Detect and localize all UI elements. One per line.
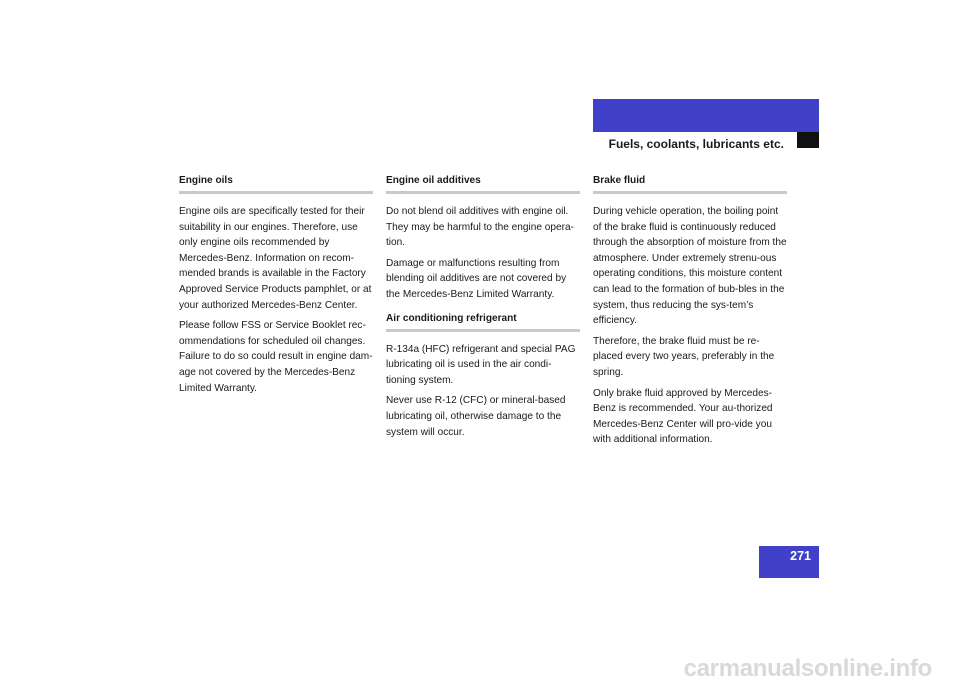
column-3 bbox=[593, 174, 787, 448]
paragraph: Engine oils are specifically tested for their suitability in our engines. Therefore, use only engine oils recommended by Mercedes-Benz. Information on recom-mended brands is available in the Factory Approved Service Products pamphlet, or at your authorized Mercedes-Benz Center. bbox=[179, 206, 372, 311]
paragraph: Please follow FSS or Service Booklet rec-ommendations for scheduled oil changes. Failure to do so could result in engine dam-age not covered by the Mercedes-Benz Limited Warranty. bbox=[179, 320, 373, 394]
paragraph: Damage or malfunctions resulting from blending oil additives are not covered by the Mercedes-Benz Limited Warranty. bbox=[386, 257, 567, 300]
heading-engine-oil-additives: Engine oil additives bbox=[386, 174, 580, 194]
header-marker bbox=[797, 132, 819, 148]
page-number: 271 bbox=[790, 549, 811, 563]
header-tab bbox=[593, 99, 819, 132]
paragraph: Do not blend oil additives with engine oil. They may be harmful to the engine opera-tion. bbox=[386, 206, 574, 249]
paragraph: R-134a (HFC) refrigerant and special PAG lubricating oil is used in the air condi-tioning system. bbox=[386, 343, 576, 386]
paragraph: During vehicle operation, the boiling point of the brake fluid is continuously reduced through the absorption of moisture from the atmosphere. Under extremely strenu-ous operating conditions, this moisture content can lead to the formation of bub-bles in the system, thus reducing the sys-tem’s efficiency. bbox=[593, 206, 787, 327]
heading-air-conditioning-refrigerant: Air conditioning refrigerant bbox=[386, 312, 580, 332]
column-2 bbox=[386, 174, 580, 440]
subsection-title: Fuels, coolants, lubricants etc. bbox=[608, 137, 784, 151]
section-title: Technical data bbox=[838, 113, 927, 127]
watermark: carmanualsonline.info bbox=[683, 655, 932, 682]
heading-engine-oils: Engine oils bbox=[179, 174, 373, 194]
paragraph: Never use R-12 (CFC) or mineral-based lubricating oil, otherwise damage to the system will occur. bbox=[386, 395, 566, 438]
column-1 bbox=[179, 174, 373, 396]
heading-brake-fluid: Brake fluid bbox=[593, 174, 787, 194]
paragraph: Therefore, the brake fluid must be re-placed every two years, preferably in the spring. bbox=[593, 335, 775, 378]
paragraph: Only brake fluid approved by Mercedes-Benz is recommended. Your au-thorized Mercedes-Benz Center will pro-vide you with additional information. bbox=[593, 387, 773, 446]
